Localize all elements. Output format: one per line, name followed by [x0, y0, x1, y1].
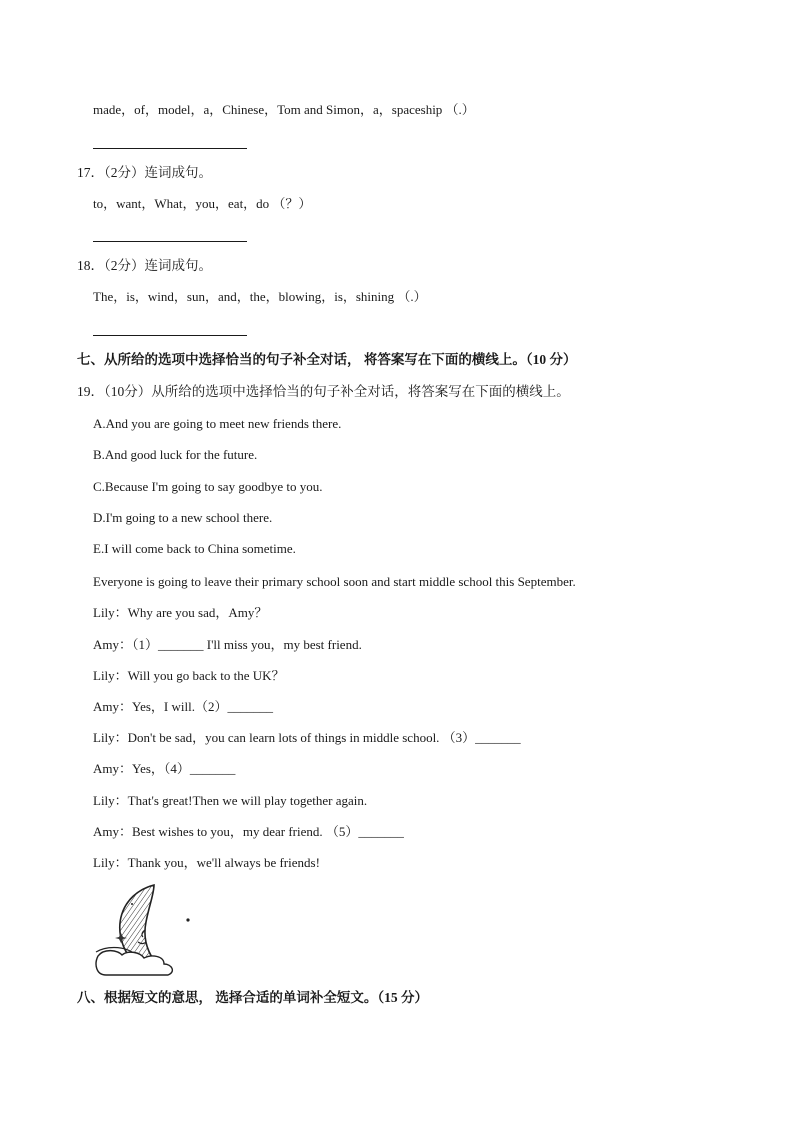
dialogue-line: Amy：（1）_______ I'll miss you，my best friend.	[93, 637, 362, 652]
dialogue-line: Lily：Why are you sad，Amy？	[93, 605, 268, 620]
section7-title: 七、从所给的选项中选择恰当的句子补全对话， 将答案写在下面的横线上。（10 分）	[77, 352, 577, 367]
section8-title: 八、根据短文的意思， 选择合适的单词补全短文。（15 分）	[77, 990, 428, 1005]
option-a: A.And you are going to meet new friends there.	[93, 416, 342, 431]
option-b: B.And good luck for the future.	[93, 447, 258, 462]
q18-title: 18．（2分）连词成句。	[77, 258, 212, 273]
q16-answer-line[interactable]	[93, 148, 247, 149]
dialogue-line: Amy：Best wishes to you，my dear friend. （5）_______	[93, 824, 404, 839]
option-e: E.I will come back to China sometime.	[93, 541, 296, 556]
q16-words: made，of，model，a，Chinese，Tom and Simon，a，spaceship （.）	[93, 102, 475, 117]
q19-title: 19．（10分）从所给的选项中选择恰当的句子补全对话，将答案写在下面的横线上。	[77, 384, 570, 399]
q17-words: to，want，What，you，eat，do （？）	[93, 196, 312, 211]
q17-title: 17．（2分）连词成句。	[77, 165, 212, 180]
option-d: D.I'm going to a new school there.	[93, 510, 273, 525]
dialogue-line: Lily：Thank you，we'll always be friends!	[93, 855, 320, 870]
dialogue-line: Lily：Will you go back to the UK？	[93, 668, 285, 683]
dialogue-line: Lily：That's great!Then we will play together again.	[93, 793, 368, 808]
dialogue-line: Lily：Don't be sad，you can learn lots of things in middle school. （3）_______	[93, 730, 521, 745]
crescent-moon-illustration	[92, 880, 202, 980]
dialogue-line: Amy：Yes，（4）_______	[93, 761, 236, 776]
dialogue-line: Amy：Yes，I will.（2）_______	[93, 699, 273, 714]
q17-answer-line[interactable]	[93, 241, 247, 242]
option-c: C.Because I'm going to say goodbye to you.	[93, 479, 323, 494]
q18-words: The，is，wind，sun，and，the，blowing，is，shining （.）	[93, 289, 427, 304]
q18-answer-line[interactable]	[93, 335, 247, 336]
dialogue-intro: Everyone is going to leave their primary school soon and start middle school this September.	[93, 574, 576, 589]
